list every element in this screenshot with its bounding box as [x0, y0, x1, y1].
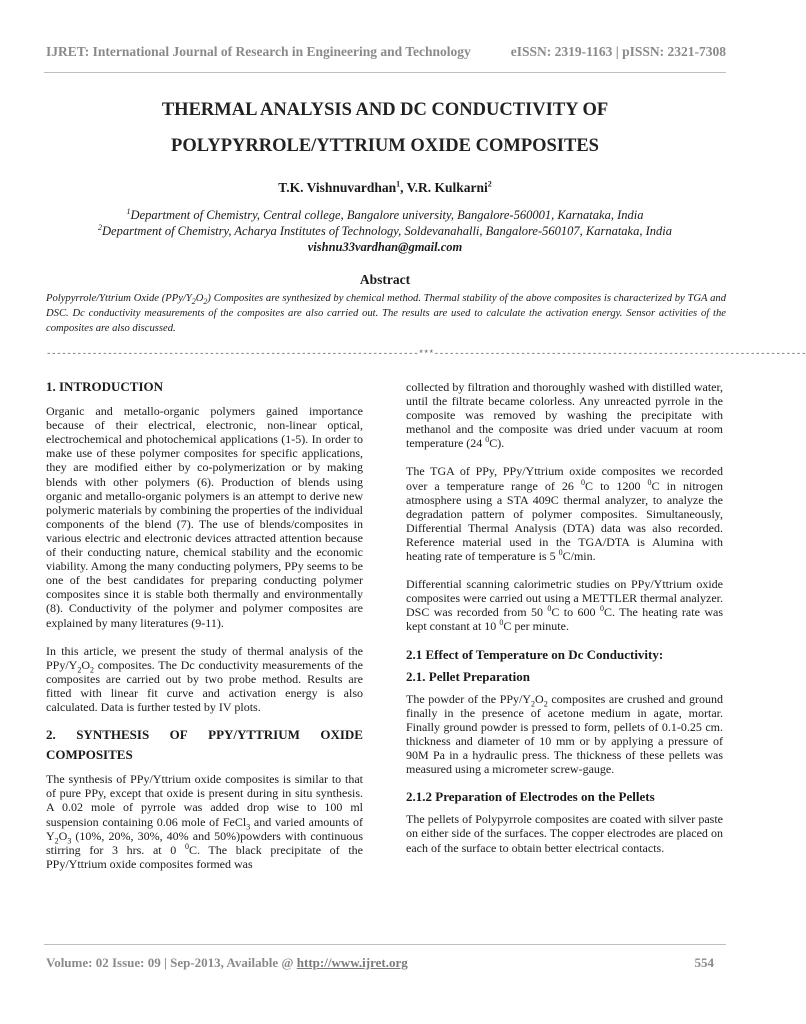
text-span: C). — [489, 436, 505, 451]
superscript: 0 — [547, 604, 552, 614]
heading-word: 2. — [46, 727, 56, 743]
divider-dashes-left: ------------------------------------------------------------------------- — [46, 349, 419, 359]
heading-word: OF — [169, 727, 188, 743]
author-2-mark: 2 — [487, 179, 492, 189]
text-span: and varied amounts of Y — [46, 814, 364, 843]
text-span: C. The heating rate was kept constant at 10 — [406, 605, 723, 634]
section-2-1-1-heading: 2.1. Pellet Preparation — [406, 668, 530, 684]
heading-word: PPY/YTTRIUM — [208, 727, 300, 743]
author-email[interactable]: vishnu33vardhan@gmail.com — [307, 240, 463, 254]
synthesis-paragraph — [46, 772, 363, 871]
affiliation-1-mark: 1 — [126, 206, 131, 216]
section-2-heading-line-2: COMPOSITES — [46, 747, 133, 763]
abstract-text-1: Polypyrrole/Yttrium Oxide (PPy/Y — [46, 293, 192, 304]
heading-word: OXIDE — [320, 727, 363, 743]
text-span: The TGA of PPy, PPy/Yttrium oxide composites we recorded over a temperature range of 26 — [406, 464, 723, 493]
page-footer — [46, 955, 714, 971]
affiliation-2 — [40, 223, 730, 239]
footer-rule — [44, 944, 726, 945]
text-span: Differential scanning calorimetric studies on PPy/Yttrium oxide composites were carried out using a METTLER thermal analyzer. DSC was recorded from 50 — [406, 577, 723, 620]
author-1: T.K. Vishnuvardhan — [278, 180, 397, 195]
text-span: C to 1200 — [585, 478, 648, 493]
abstract-body — [46, 291, 726, 336]
divider-dashes-right: ------------------------------------------------------------------------- — [433, 349, 806, 359]
text-span: The synthesis of PPy/Yttrium oxide composites is similar to that of pure PPy, except that oxide is present during in situ synthesis. A 0.02 mole of pyrrole was added drop wise to 100 ml suspension containing 0.06 mole of FeCl — [46, 772, 363, 829]
subscript: 2 — [191, 297, 196, 307]
header-rule — [44, 72, 726, 73]
dsc-paragraph — [406, 577, 723, 633]
subscript: 3 — [67, 836, 72, 846]
page-number: 554 — [694, 955, 714, 970]
subscript: 2 — [90, 665, 95, 675]
text-span: composites. The Dc conductivity measurements of the composites are carried out by two probe method. Results are fitted with linear fit curve and activation energy is also calculated. Data is further tested by IV plots. — [46, 657, 363, 714]
text-span: O — [58, 828, 68, 843]
pellet-paragraph — [406, 692, 723, 777]
heading-word: SYNTHESIS — [76, 727, 150, 743]
section-2-1-heading: 2.1 Effect of Temperature on Dc Conductivity: — [406, 646, 664, 662]
journal-name: IJRET: International Journal of Research in Engineering and Technology — [46, 44, 471, 59]
affiliation-1-text: Department of Chemistry, Central college, Bangalore university, Bangalore-560001, Karnataka, India — [130, 208, 644, 222]
superscript: 0 — [499, 618, 504, 628]
abstract-text-2: O — [195, 293, 204, 304]
subscript: 2 — [77, 665, 82, 675]
title-line-1: THERMAL ANALYSIS AND DC CONDUCTIVITY OF — [161, 100, 609, 120]
subscript: 2 — [203, 297, 208, 307]
affiliation-1 — [40, 207, 730, 223]
title-line-2: POLYPYRROLE/YTTRIUM OXIDE COMPOSITES — [171, 136, 599, 156]
right-column — [406, 380, 723, 869]
issn: eISSN: 2319-1163 | pISSN: 2321-7308 — [510, 44, 726, 59]
superscript: 0 — [647, 477, 652, 487]
synthesis-continued-paragraph — [406, 380, 723, 450]
author-2: V.R. Kulkarni — [406, 180, 488, 195]
intro-paragraph-1: Organic and metallo-organic polymers gained importance because of their electrical, electronic, non-linear optical, electrochemical and photochemical applications (1-5). In order to make use of these polymer composites for specific applications, they are modified either by co-polymerization or by making blends with other polymers (6). Production of blends using organic and metallo-organic polymers is an attempt to derive new polymeric materials by combining the properties of the individual components of the blend (7). The use of blends/composites in various electric and electronic devices attracted attention because of their conducting nature, chemical stability and the economic viability. Among the many conducting polymers, PPy seems to be one of the best candidates for preparing conducting polymer composites since it is stable both thermally and environmentally (8). Conductivity of the polymer and polymer composites are explained by many literatures (9-11). — [46, 404, 363, 630]
text-span: composites are crushed and ground finally in the presence of acetone medium in agate, mortar. Finally ground powder is pressed to form, pellets of 0.1-0.25 cm. thickness and diameter of 10 mm or by applying a pressure of 90M Pa in a hydraulic press. The thickness of these pellets was measured using a micrometer screw-gauge. — [406, 691, 723, 777]
running-header — [46, 44, 726, 60]
left-column — [46, 380, 363, 885]
intro-heading: 1. INTRODUCTION — [46, 379, 164, 394]
superscript: 0 — [184, 841, 189, 851]
affiliation-2-text: Department of Chemistry, Acharya Institutes of Technology, Soldevanahalli, Bangalore-560107, Karnataka, India — [102, 224, 672, 238]
superscript: 0 — [558, 548, 563, 558]
divider-mark: *** — [418, 349, 434, 359]
text-span: O — [535, 691, 544, 706]
text-span: O — [81, 657, 91, 672]
author-1-mark: 1 — [396, 179, 401, 189]
footer-volume — [46, 955, 408, 971]
affiliations — [40, 207, 730, 255]
author-separator: , — [400, 180, 407, 195]
abstract-heading: Abstract — [359, 272, 411, 287]
text-span: The powder of the PPy/Y — [406, 691, 532, 706]
intro-paragraph-2 — [46, 644, 363, 714]
text-span: (10%, 20%, 30%, 40% and 50%)powders with continuous stirring for 3 hrs. at 0 — [46, 828, 363, 857]
section-divider — [46, 349, 806, 359]
electrodes-paragraph: The pellets of Polypyrrole composites are coated with silver paste on either side of the surfaces. The copper electrodes are placed on each of the surface to obtain better electrical contacts. — [406, 812, 723, 855]
affiliation-2-mark: 2 — [98, 222, 102, 232]
tga-paragraph — [406, 464, 723, 563]
abstract-text-3: ) Composites are synthesized by chemical method. Thermal stability of the above composites is characterized by TGA and DSC. Dc conductivity measurements of the composites are also carried out. The results are used to calculate the activation energy. Sensor activities of the composites are also discussed. — [46, 293, 726, 334]
text-span: C per minute. — [503, 619, 569, 634]
superscript: 0 — [599, 604, 604, 614]
text-span: collected by filtration and thoroughly washed with distilled water, until the filtrate became colorless. Any unreacted pyrrole in the composite was removed by washing the precipitate with methanol and the composite was dried under vacuum at room temperature (24 — [406, 380, 723, 451]
author-list — [40, 180, 730, 196]
text-span: C in nitrogen atmosphere using a STA 409C thermal analyzer, to analyze the degradation pattern of polymer composites. Simultaneously, Differential Thermal Analysis (DTA) data was also recorded. Reference material used in the TGA/DTA is Alumina with heating rate of temperature is 5 — [406, 478, 724, 564]
text-span: C/min. — [562, 549, 596, 564]
section-2-heading — [46, 728, 363, 742]
subscript: 3 — [246, 821, 251, 831]
subscript: 2 — [543, 699, 548, 709]
footer-volume-text: Volume: 02 Issue: 09 | Sep-2013, Available @ — [46, 955, 297, 970]
text-span: In this article, we present the study of thermal analysis of the PPy/Y — [46, 643, 363, 672]
superscript: 0 — [581, 477, 585, 487]
superscript: 0 — [485, 435, 490, 445]
text-span: C to 600 — [551, 605, 600, 620]
subscript: 2 — [531, 699, 536, 709]
text-span: C. The black precipitate of the PPy/Yttrium oxide composites formed was — [46, 842, 364, 871]
subscript: 2 — [54, 836, 59, 846]
journal-url-link[interactable]: http://www.ijret.org — [296, 955, 408, 970]
section-2-1-2-heading: 2.1.2 Preparation of Electrodes on the Pellets — [406, 789, 655, 805]
paper-title — [40, 92, 730, 164]
